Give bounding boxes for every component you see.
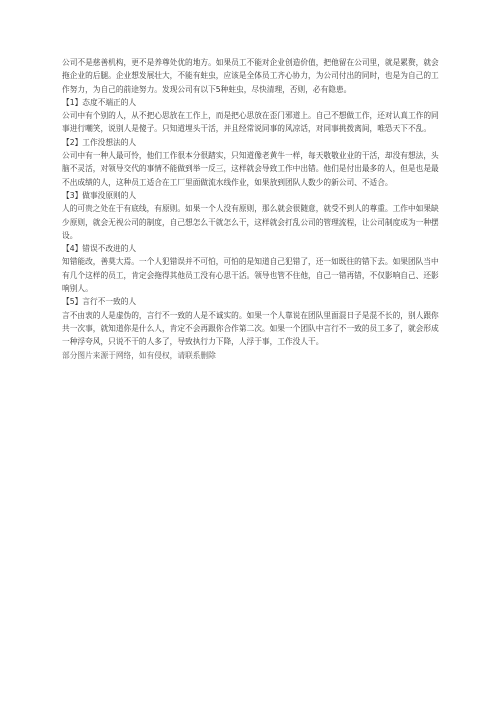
- footer-note: 部分图片来源于网络，如有侵权，请联系删除: [62, 350, 216, 360]
- section-4-heading: 【4】错误不改进的人: [62, 244, 137, 254]
- section-1-heading: 【1】态度不端正的人: [62, 97, 137, 107]
- section-2-body: 公司中有一种人最可怜，他们工作很本分很踏实，只知道像老黄牛一样，每天敬敬业业的干活，却没有想法，头脑不灵活，对领导交代的事情不能做到举一反三，这样就会导致工作中出错。他们是付出最多的人，但是也是最不出成绩的人，这种员工适合在工厂里面做流水线作业，如果放到团队人数少的新公司、不适合。: [62, 151, 439, 187]
- section-4-body: 知错能改，善莫大焉。一个人犯错误并不可怕，可怕的是知道自己犯错了，还一如既往的错下去。如果团队当中有几个这样的员工，肯定会拖得其他员工没有心思干活。领导也管不住他，自己一错再错，不仅影响自己、还影响别人。: [62, 257, 439, 294]
- section-1-body: 公司中有个别的人，从不把心思放在工作上，而是把心思放在歪门邪道上。自己不想做工作，还对认真工作的同事进行嘲笑，说别人是傻子。只知道埋头干活，并且经常说同事的风凉话，对同事挑拨离间，唯恐天下不乱。: [62, 111, 439, 134]
- section-5-body: 言不由衷的人是虚伪的，言行不一致的人是不诚实的。如果一个人靠说在团队里面混日子是混不长的，别人跟你共一次事，就知道你是什么人，肯定不会再跟你合作第二次。如果一个团队中言行不一致的员工多了，就会形成一种浮夸风，只说不干的人多了，导致执行力下降，人浮于事，工作没人干。: [62, 310, 439, 347]
- intro-paragraph: 公司不是慈善机构，更不是养尊处优的地方。如果员工不能对企业创造价值，把他留在公司里，就是累赘，就会拖企业的后腿。企业想发展壮大，不能有蛀虫，应该是全体员工齐心协力，为公司付出的同时，也是为自己的工作努力，为自己的前途努力。发现公司有以下5种蛀虫，尽快清理，否则，必有隐患。: [62, 58, 439, 94]
- section-5-heading: 【5】言行不一致的人: [62, 297, 137, 307]
- section-2-heading: 【2】工作没想法的人: [62, 137, 137, 147]
- section-3-heading: 【3】做事没原则的人: [62, 190, 137, 200]
- document-body: [62, 56, 442, 362]
- section-3-body: 人的可贵之处在于有底线，有原则。如果一个人没有原则，那么就会很随意，就受不到人的尊重。工作中如果缺少原则，就会无视公司的制度，自己想怎么干就怎么干，这样就会打乱公司的管理流程，让公司制度成为一种摆设。: [62, 204, 439, 240]
